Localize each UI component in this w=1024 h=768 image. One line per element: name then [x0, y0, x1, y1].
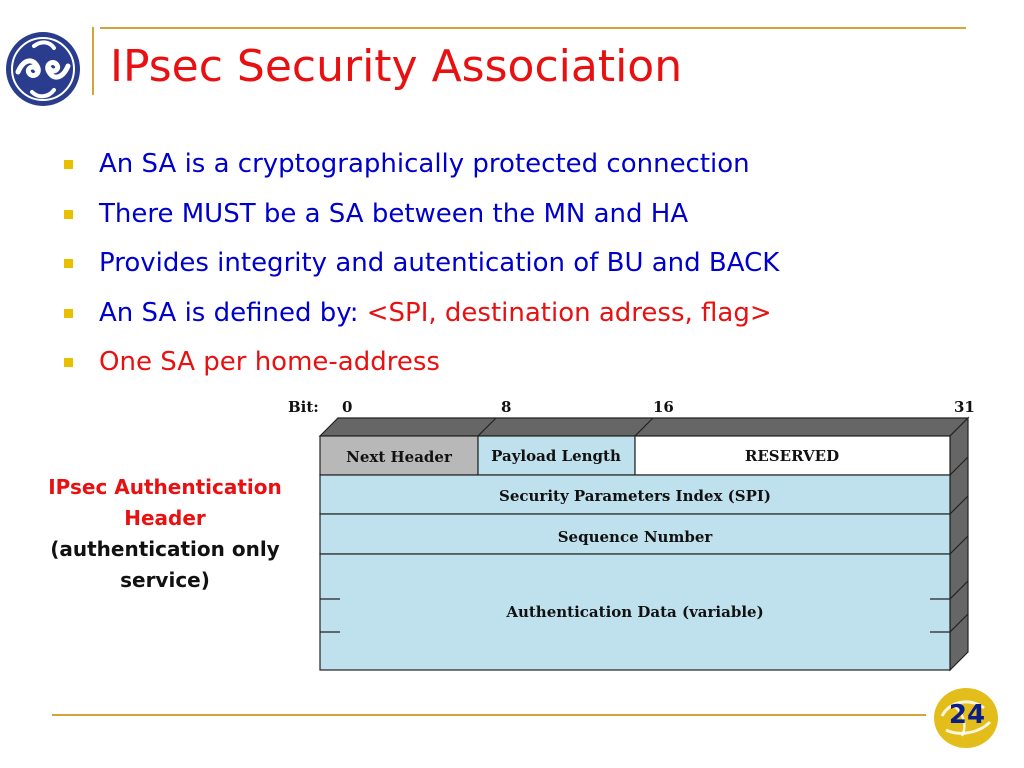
bullet-highlight: <SPI, destination adress, flag> — [366, 297, 772, 328]
field-label: Payload Length — [491, 447, 621, 465]
bit-tick: 31 — [954, 398, 975, 416]
bullet-text: An SA is defined by: — [99, 297, 367, 328]
bullet-item — [62, 196, 779, 246]
bit-tick: 8 — [501, 398, 512, 416]
page-number: 24 — [948, 700, 986, 730]
field-label: Next Header — [346, 448, 452, 466]
bit-tick: 16 — [653, 398, 674, 416]
bullet-marker-icon — [64, 160, 73, 169]
field-label: Security Parameters Index (SPI) — [499, 487, 771, 505]
field-label: Authentication Data (variable) — [506, 603, 764, 621]
bullet-highlight: One SA per home-address — [99, 347, 440, 377]
bullet-text: Provides integrity and autentication of BU and BACK — [99, 248, 780, 278]
bullet-marker-icon — [64, 259, 73, 268]
bit-label: Bit: — [288, 398, 319, 416]
bullet-text: There MUST be a SA between the MN and HA — [99, 198, 689, 229]
bullet-item — [62, 146, 779, 196]
field-label: RESERVED — [744, 447, 840, 465]
footer-rule — [52, 714, 926, 716]
bullet-marker-icon — [64, 210, 73, 219]
field-label: Sequence Number — [557, 528, 713, 546]
bullet-text: An SA is a cryptographically protected connection — [99, 149, 750, 179]
slide-title: IPsec Security Association — [110, 41, 683, 92]
bullet-item — [62, 245, 779, 295]
header-rule — [100, 27, 966, 29]
bullet-marker-icon — [64, 358, 73, 367]
bit-tick: 0 — [342, 398, 353, 416]
diagram-side-face — [950, 418, 968, 670]
caption-note: (authentication only service) — [50, 537, 280, 592]
ah-format-diagram — [280, 392, 980, 677]
university-logo-icon — [4, 28, 82, 110]
bullet-item — [62, 344, 779, 394]
header-side-rule — [92, 27, 94, 95]
bullet-marker-icon — [64, 309, 73, 318]
bullet-item — [62, 295, 779, 345]
bullet-list — [62, 146, 779, 394]
diagram-caption — [22, 472, 308, 596]
caption-title: IPsec Authentication Header — [48, 475, 282, 530]
